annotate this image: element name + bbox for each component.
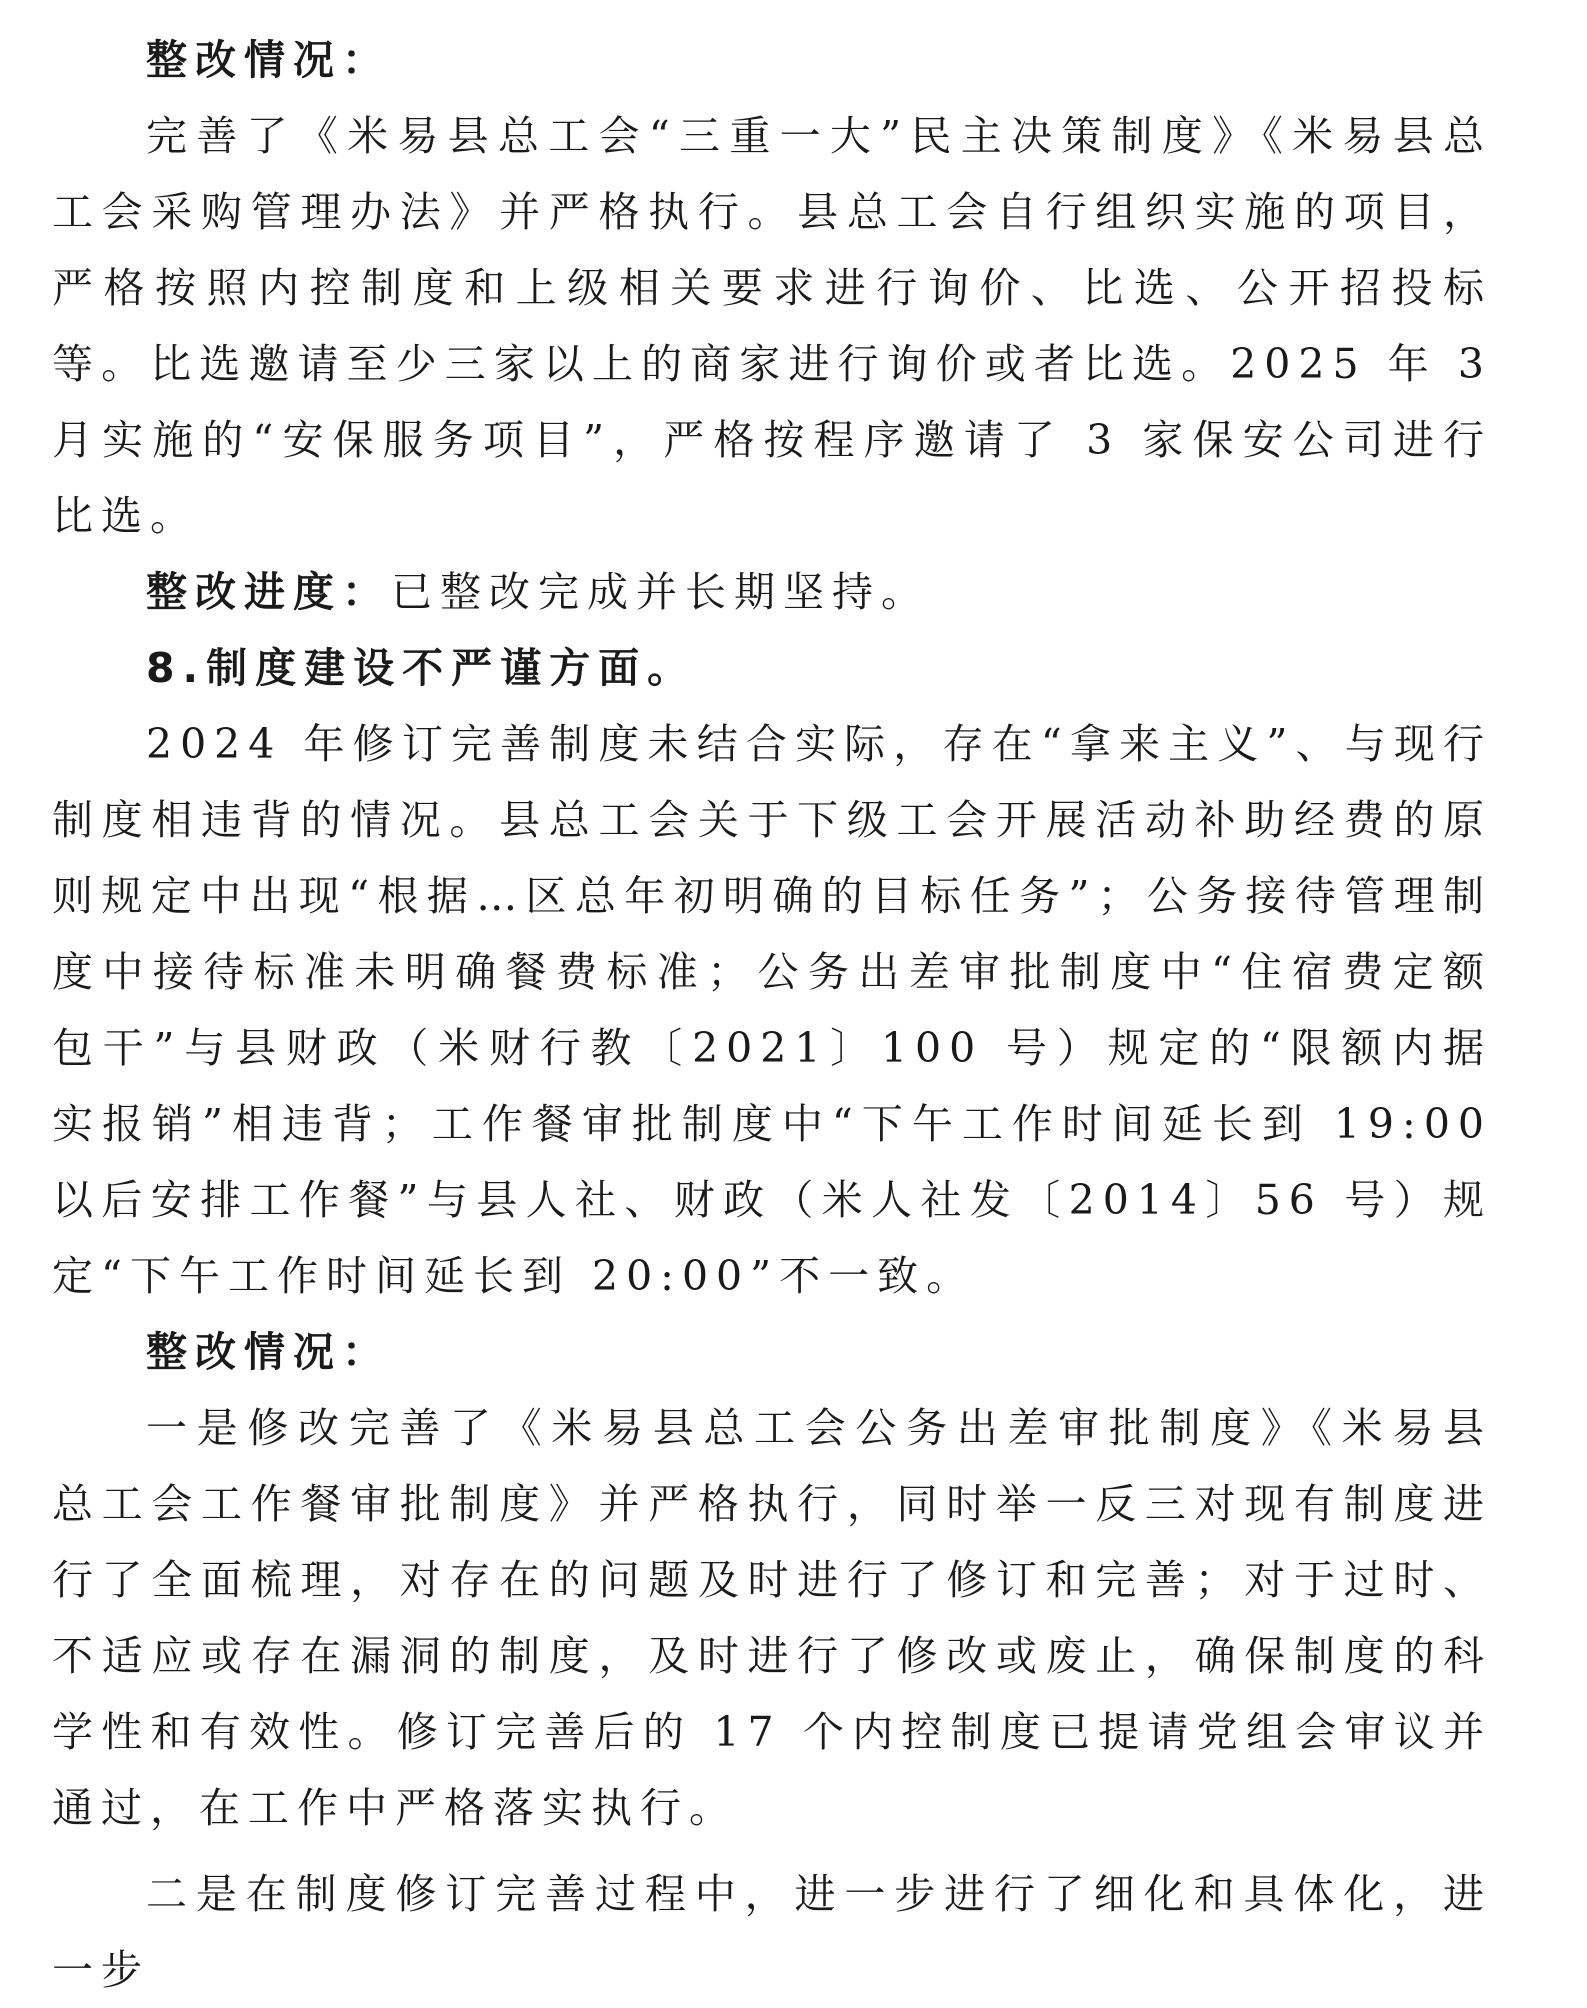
rectification-progress-line (52, 554, 1492, 630)
section-8-title: 8.制度建设不严谨方面。 (146, 644, 697, 692)
progress-label: 整改进度： (146, 568, 391, 616)
document-page (52, 22, 1492, 2008)
progress-text: 已整改完成并长期坚持。 (391, 568, 930, 616)
rectification-status-heading-2: 整改情况： (146, 1328, 391, 1376)
paragraph-procurement: 完善了《米易县总工会“三重一大”民主决策制度》《米易县总工会采购管理办法》并严格执行。县总工会自行组织实施的项目，严格按照内控制度和上级相关要求进行询价、比选、公开招投标等。比选邀请至少三家以上的商家进行询价或者比选。2025 年 3 月实施的“安保服务项目”，严格按程序邀请了 3 家保安公司进行比选。 (52, 112, 1492, 540)
rectification-status-heading: 整改情况： (146, 36, 391, 84)
paragraph-second-measure: 二是在制度修订完善过程中，进一步进行了细化和具体化，进一步 (52, 1870, 1492, 1994)
paragraph-system-issues: 2024 年修订完善制度未结合实际，存在“拿来主义”、与现行制度相违背的情况。县总工会关于下级工会开展活动补助经费的原则规定中出现“根据…区总年初明确的目标任务”；公务接待管理制度中接待标准未明确餐费标准；公务出差审批制度中“住宿费定额包干”与县财政（米财行教〔2021〕100 号）规定的“限额内据实报销”相违背；工作餐审批制度中“下午工作时间延长到 19:00 以后安排工作餐”与县人社、财政（米人社发〔2014〕56 号）规定“下午工作时间延长到 20:00”不一致。 (52, 720, 1492, 1300)
paragraph-first-measure: 一是修改完善了《米易县总工会公务出差审批制度》《米易县总工会工作餐审批制度》并严格执行，同时举一反三对现有制度进行了全面梳理，对存在的问题及时进行了修订和完善；对于过时、不适应或存在漏洞的制度，及时进行了修改或废止，确保制度的科学性和有效性。修订完善后的 17 个内控制度已提请党组会审议并通过，在工作中严格落实执行。 (52, 1404, 1492, 1832)
